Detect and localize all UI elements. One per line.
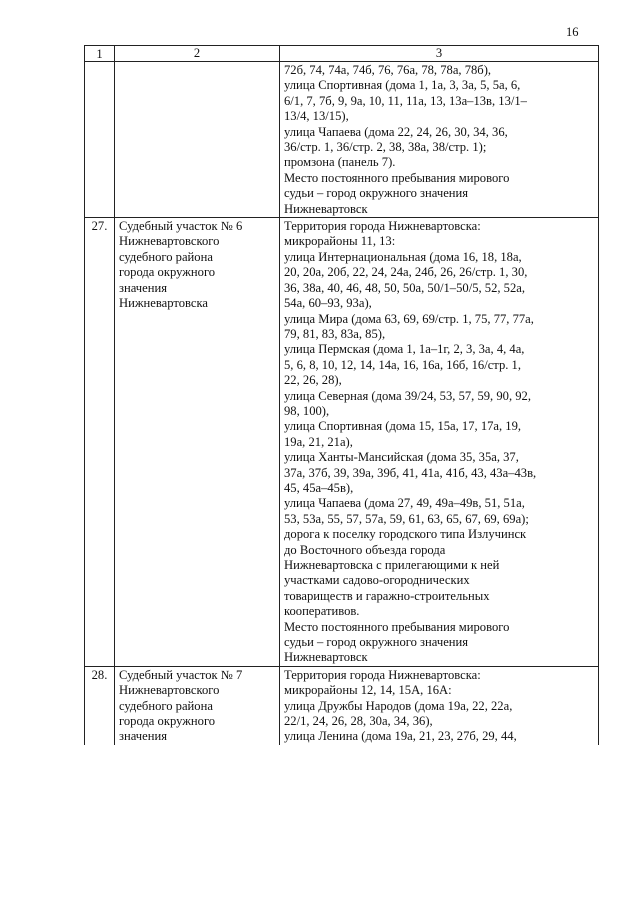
territory-cell [280, 666, 599, 745]
table-row [85, 62, 599, 218]
territory-line: 54а, 60–93, 93а), [284, 296, 372, 311]
territory-line: 45, 45а–45в), [284, 480, 354, 495]
territory-line: 36, 38а, 40, 46, 48, 50, 50а, 50/1–50/5, 52, 52а, [284, 280, 526, 295]
table-row [85, 218, 599, 667]
court-districts-table [84, 45, 599, 745]
court-name-line: города окружного [119, 265, 216, 280]
territory-line: улица Ханты-Мансийская (дома 35, 35а, 37, [284, 450, 519, 465]
court-name-line: Судебный участок № 7 [119, 667, 243, 682]
territory-line: улица Мира (дома 63, 69, 69/стр. 1, 75, 77, 77а, [284, 311, 534, 326]
territory-line: Нижневартовска с прилегающими к ней [284, 558, 500, 572]
territory-line: кооперативов. [284, 604, 360, 619]
territory-cell [280, 62, 599, 218]
territory-line: Территория города Нижневартовска: [284, 219, 481, 234]
territory-line: 13/4, 13/15), [284, 109, 349, 124]
column-header: 3 [280, 46, 599, 62]
territory-line: микрорайоны 11, 13: [284, 234, 396, 249]
row-number-cell: 28. [85, 666, 115, 745]
territory-line: Место постоянного пребывания мирового [284, 619, 510, 634]
territory-line: 36/стр. 1, 36/стр. 2, 38, 38а, 38/стр. 1); [284, 140, 487, 155]
territory-line: 20, 20а, 20б, 22, 24, 24а, 24б, 26, 26/стр. 1, 30, [284, 265, 528, 280]
court-name-line: Судебный участок № 6 [119, 219, 243, 234]
page-number: 16 [566, 25, 579, 39]
column-header: 2 [115, 46, 280, 62]
territory-line: 53, 53а, 55, 57, 57а, 59, 61, 63, 65, 67, 69, 69а); [284, 511, 529, 526]
territory-line: улица Чапаева (дома 22, 24, 26, 30, 34, 36, [284, 124, 508, 139]
territory-line: 37а, 37б, 39, 39а, 39б, 41, 41а, 41б, 43, 43а–43в, [284, 465, 537, 480]
territory-line: улица Спортивная (дома 15, 15а, 17, 17а, 19, [284, 419, 522, 434]
court-name-line: Нижневартовского [119, 234, 220, 249]
territory-line: Место постоянного пребывания мирового [284, 170, 510, 185]
territory-line: промзона (панель 7). [284, 155, 396, 170]
territory-line: 72б, 74, 74а, 74б, 76, 76а, 78, 78а, 78б), [284, 63, 492, 77]
court-name-line: значения [119, 280, 167, 295]
court-name-line: города окружного [119, 714, 216, 729]
territory-line: товариществ и гаражно-строительных [284, 588, 490, 603]
territory-line: улица Интернациональная (дома 16, 18, 18а, [284, 249, 522, 264]
territory-line: улица Спортивная (дома 1, 1а, 3, 3а, 5, 5а, 6, [284, 78, 521, 93]
territory-line: судьи – город окружного значения [284, 635, 469, 650]
territory-line: улица Пермская (дома 1, 1а–1г, 2, 3, 3а, 4, 4а, [284, 342, 525, 357]
territory-line: улица Чапаева (дома 27, 49, 49а–49в, 51, 51а, [284, 496, 525, 511]
territory-line: Нижневартовск [284, 650, 368, 665]
court-name-line: значения [119, 729, 167, 744]
court-name-line: судебного района [119, 698, 213, 713]
territory-line: 19а, 21, 21а), [284, 434, 353, 449]
territory-line: судьи – город окружного значения [284, 186, 469, 201]
territory-line: участками садово-огороднических [284, 573, 470, 588]
territory-line: улица Дружбы Народов (дома 19а, 22, 22а, [284, 698, 513, 713]
row-number-cell: 27. [85, 218, 115, 667]
territory-cell [280, 218, 599, 667]
territory-line: улица Ленина (дома 19а, 21, 23, 27б, 29, 44, [284, 729, 517, 744]
territory-line: дорога к поселку городского типа Излучинск [284, 527, 527, 542]
court-name-line: судебного района [119, 249, 213, 264]
territory-line: 22/1, 24, 26, 28, 30а, 34, 36), [284, 714, 433, 729]
territory-line: Территория города Нижневартовска: [284, 667, 481, 682]
territory-line: 6/1, 7, 7б, 9, 9а, 10, 11, 11а, 13, 13а–13в, 13/1– [284, 93, 527, 108]
court-name-line: Нижневартовского [119, 683, 220, 698]
territory-line: 5, 6, 8, 10, 12, 14, 14а, 16, 16а, 16б, 16/стр. 1, [284, 357, 521, 372]
court-name-cell [115, 218, 280, 667]
territory-line: 79, 81, 83, 83а, 85), [284, 326, 386, 341]
territory-line: 98, 100), [284, 403, 330, 418]
table-row [85, 666, 599, 745]
territory-line: улица Северная (дома 39/24, 53, 57, 59, 90, 92, [284, 388, 531, 403]
territory-line: до Восточного объезда города [284, 542, 446, 557]
court-name-cell [115, 666, 280, 745]
court-name-cell [115, 62, 280, 218]
court-name-line: Нижневартовска [119, 296, 208, 311]
table-header-row [85, 46, 599, 62]
territory-line: 22, 26, 28), [284, 373, 342, 388]
row-number-cell [85, 62, 115, 218]
territory-line: Нижневартовск [284, 201, 368, 216]
territory-line: микрорайоны 12, 14, 15А, 16А: [284, 683, 452, 698]
column-header: 1 [85, 46, 115, 62]
